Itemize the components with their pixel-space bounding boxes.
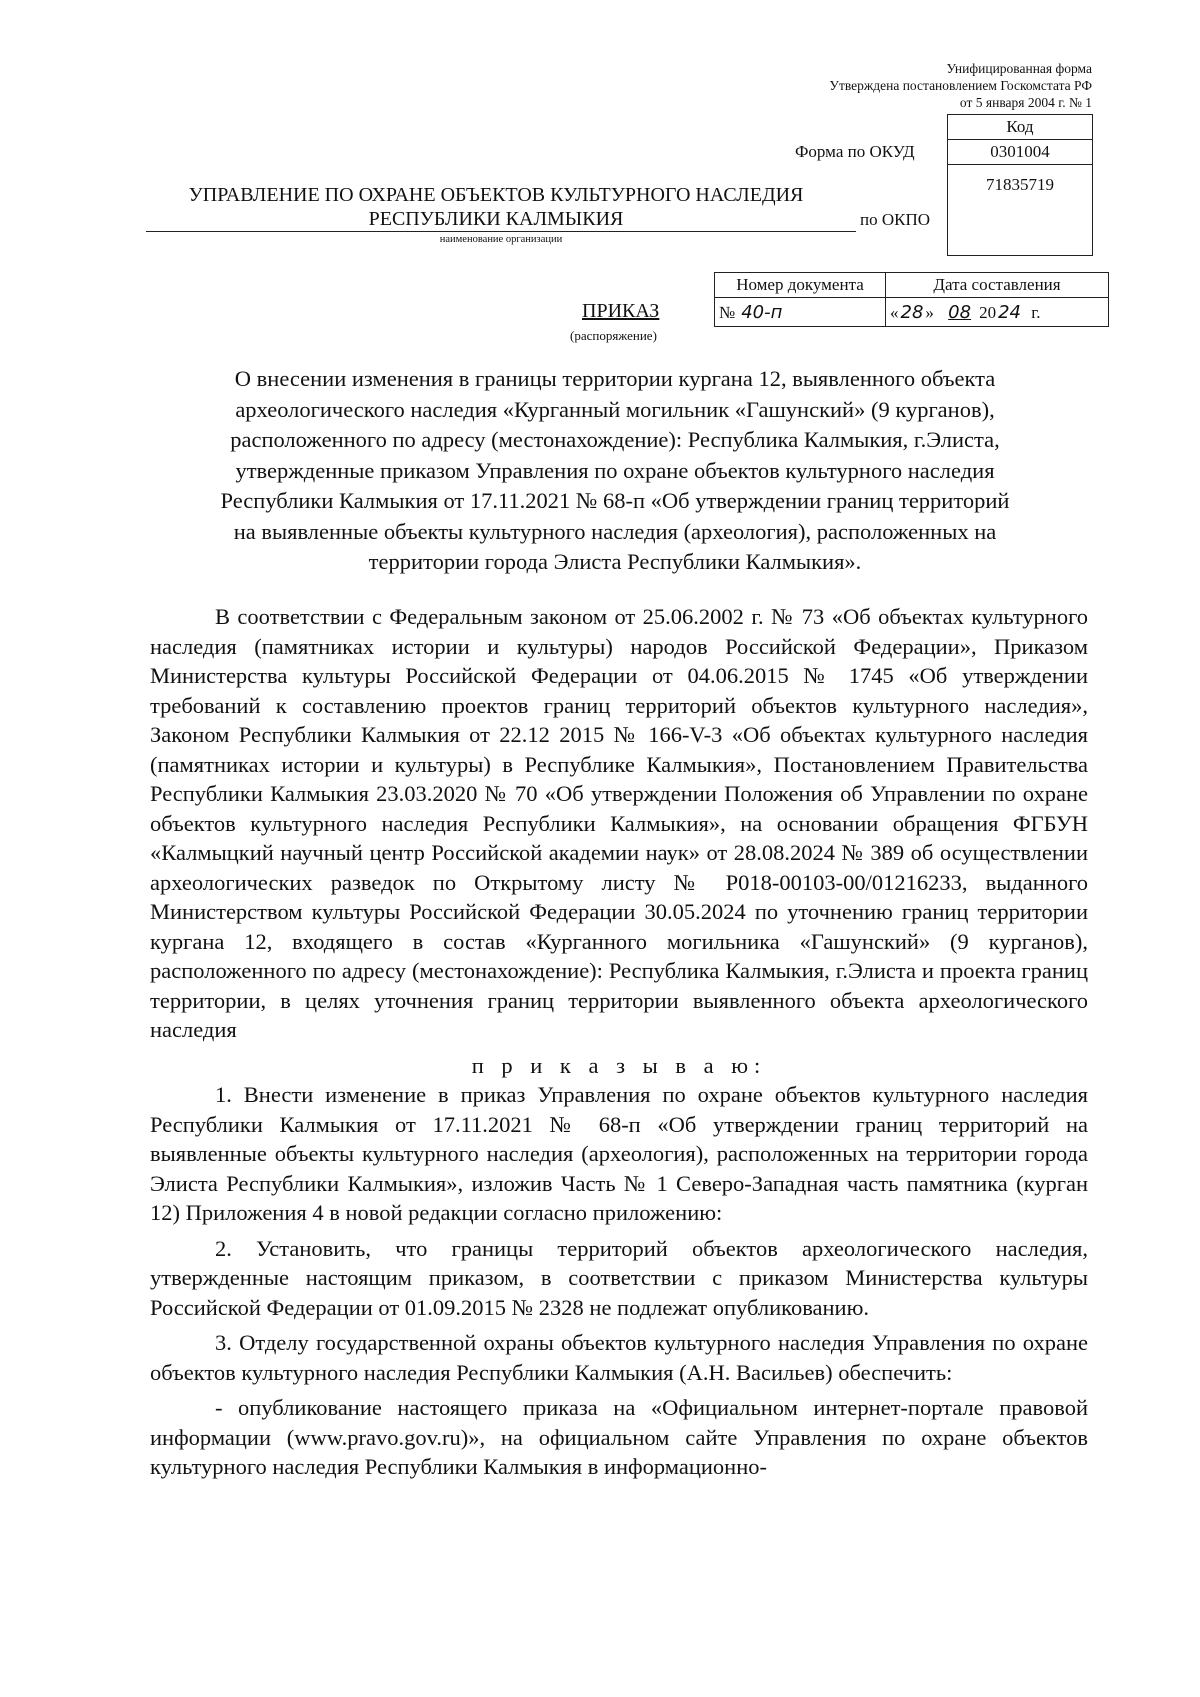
date-day: 28	[900, 301, 924, 323]
date-month: 08	[948, 301, 972, 323]
subject-line: на выявленные объекты культурного наследия (археология), расположенных на	[233, 518, 997, 544]
unified-form-note	[829, 60, 1092, 111]
date-unit: г.	[1031, 302, 1041, 322]
order-item-3-bullet: - опубликование настоящего приказа на «Официальном интернет-портале правовой информации (www.pravo.gov.ru)», на официальном сайте Управления по охране объектов культурного наследия Республики Калмыкия в информационно-	[150, 1395, 1088, 1479]
doc-number-prefix: №	[719, 302, 736, 322]
order-item-1: 1. Внести изменение в приказ Управления по охране объектов культурного наследия Республики Калмыкия от 17.11.2021 № 68-п «Об утверждении границ территорий на выявленные объекты культурного наследия (археология), расположенных на территории города Элиста Республики Калмыкия», изложив Часть № 1 Северо-Западная часть памятника (курган 12) Приложения 4 в новой редакции согласно приложению:	[150, 1082, 1088, 1225]
doc-number-cell	[715, 298, 886, 327]
order-subtitle: (распоряжение)	[570, 328, 657, 343]
code-header: Код	[948, 115, 1093, 140]
form-note-line-1: Унифицированная форма	[946, 61, 1092, 76]
okud-label: Форма по ОКУД	[795, 142, 915, 161]
doc-date-header: Дата составления	[886, 273, 1109, 298]
organization-caption: наименование организации	[439, 234, 563, 245]
date-year-prefix: 20	[979, 302, 997, 322]
doc-number-header: Номер документа	[715, 273, 886, 298]
command-word: п р и к а з ы в а ю:	[471, 1052, 767, 1078]
date-year-suffix: 24	[998, 301, 1021, 323]
order-body	[150, 602, 1088, 1482]
form-note-line-3: от 5 января 2004 г. № 1	[959, 95, 1092, 110]
order-item-2: 2. Установить, что границы территорий объектов археологического наследия, утвержденные настоящим приказом, в соответствии с приказом Министерства культуры Российской Федерации от 01.09.2015 № 2328 не подлежат опубликованию.	[150, 1235, 1088, 1320]
organization-name-line-1: УПРАВЛЕНИЕ ПО ОХРАНЕ ОБЪЕКТОВ КУЛЬТУРНОГО НАСЛЕДИЯ	[188, 184, 804, 206]
order-item-3: 3. Отделу государственной охраны объектов культурного наследия Управления по охране объектов культурного наследия Республики Калмыкия (А.Н. Васильев) обеспечить:	[150, 1330, 1088, 1385]
order-subject	[150, 364, 1080, 578]
okpo-label: по ОКПО	[860, 210, 931, 229]
subject-line: утвержденные приказом Управления по охране объектов культурного наследия	[235, 457, 995, 483]
subject-line: территории города Элиста Республики Калмыкия».	[368, 549, 862, 574]
document-number-date-table	[714, 272, 1109, 327]
organization-name	[146, 183, 846, 231]
form-note-line-2: Утверждена постановлением Госкомстата РФ	[829, 78, 1092, 93]
okpo-value: 71835719	[948, 165, 1093, 256]
subject-line: археологического наследия «Курганный могильник «Гашунский» (9 курганов),	[235, 396, 995, 422]
doc-date-cell	[886, 298, 1109, 327]
date-close-quote: »	[925, 302, 934, 322]
okud-value: 0301004	[948, 140, 1093, 165]
subject-line: Республики Калмыкия от 17.11.2021 № 68-п «Об утверждении границ территорий	[220, 488, 1010, 513]
order-title: ПРИКАЗ	[582, 300, 660, 322]
subject-line: расположенного по адресу (местонахождение): Республика Калмыкия, г.Элиста,	[230, 427, 1000, 452]
organization-underline	[146, 231, 856, 232]
subject-line: О внесении изменения в границы территории кургана 12, выявленного объекта	[234, 366, 996, 391]
date-open-quote: «	[890, 302, 899, 322]
preamble-paragraph: В соответствии с Федеральным законом от 25.06.2002 г. № 73 «Об объектах культурного наследия (памятниках истории и культуры) народов Российской Федерации», Приказом Министерства культуры Российской Федерации от 04.06.2015 № 1745 «Об утверждении требований к составлению проектов границ территорий объектов культурного наследия», Законом Республики Калмыкия от 22.12 2015 № 166-V-3 «Об объектах культурного наследия (памятниках истории и культуры) в Республике Калмыкия», Постановлением Правительства Республики Калмыкия 23.03.2020 № 70 «Об утверждении Положения об Управлении по охране объектов культурного наследия Республики Калмыкия», на основании обращения ФГБУН «Калмыцкий научный центр Российской академии наук» от 28.08.2024 № 389 об осуществлении археологических разведок по Открытому листу № Р018-00103-00/01216233, выданного Министерством культуры Российской Федерации 30.05.2024 по уточнению границ территории кургана 12, входящего в состав «Курганного могильника «Гашунский» (9 курганов), расположенного по адресу (местонахождение): Республика Калмыкия, г.Элиста и проекта границ территории, в целях уточнения границ территории выявленного объекта археологического наследия	[150, 604, 1088, 1042]
code-table	[947, 114, 1093, 256]
organization-name-line-2: РЕСПУБЛИКИ КАЛМЫКИЯ	[368, 208, 624, 230]
doc-number-value: 40-п	[741, 301, 783, 323]
